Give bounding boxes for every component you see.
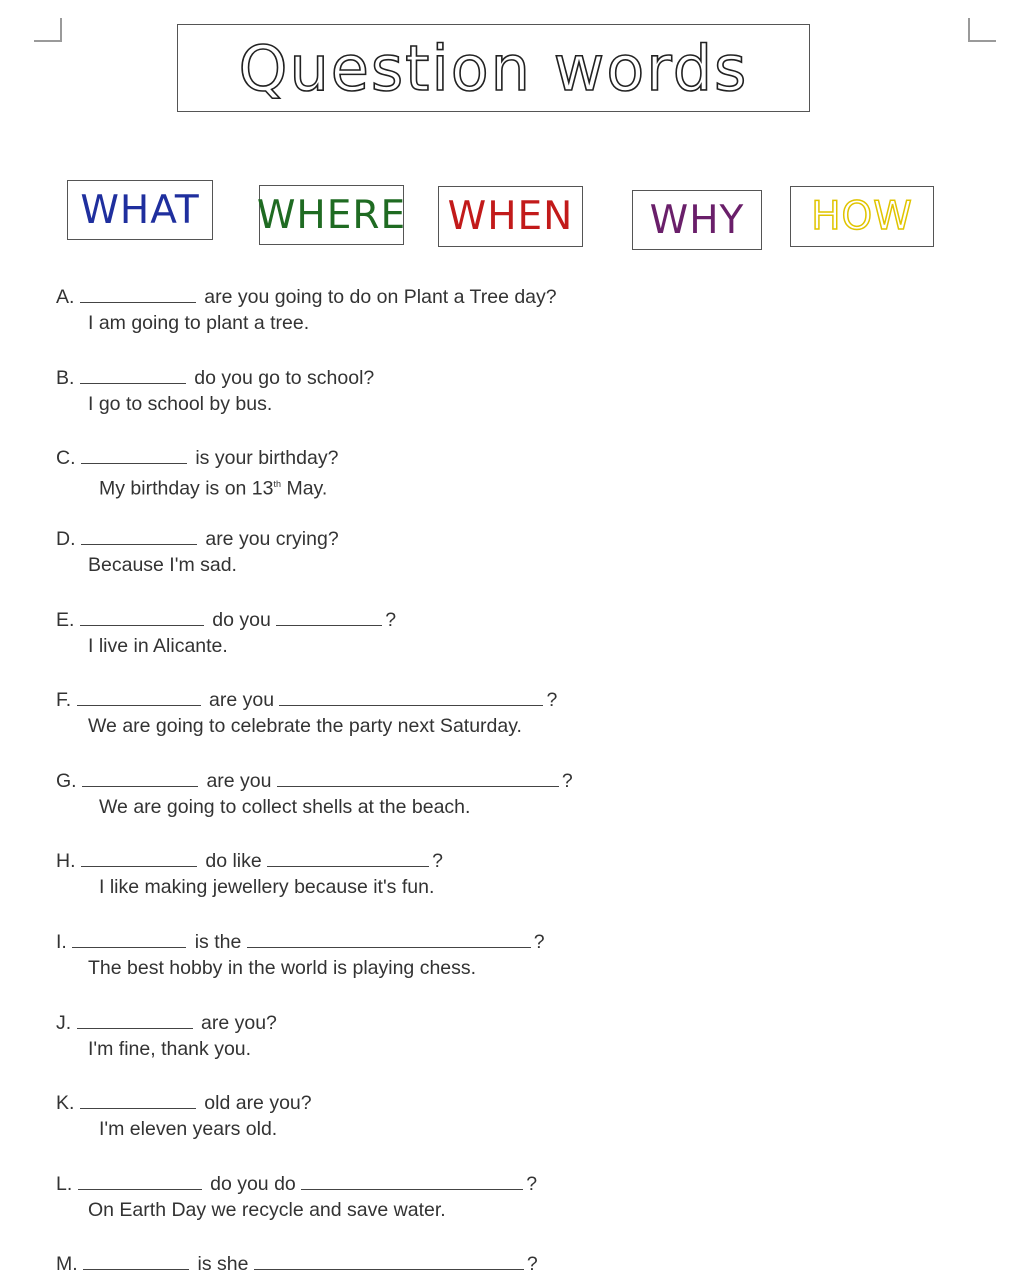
word-label: WHY	[649, 197, 745, 243]
word-label: WHAT	[80, 187, 200, 233]
question-item	[56, 1171, 537, 1223]
question-letter: C.	[56, 447, 76, 469]
answer-text: I live in Alicante.	[88, 635, 228, 657]
page-corner-mark	[968, 18, 996, 42]
question-text: is your birthday?	[195, 447, 339, 469]
answer-blank[interactable]	[81, 848, 197, 867]
answer-blank[interactable]	[254, 1251, 524, 1270]
answer-blank[interactable]	[77, 687, 201, 706]
question-letter: H.	[56, 850, 76, 872]
answer-blank[interactable]	[277, 768, 559, 787]
answer-text: I go to school by bus.	[88, 393, 273, 415]
question-text: do you go to school?	[194, 367, 375, 389]
answer-blank[interactable]	[247, 929, 531, 948]
answer-blank[interactable]	[81, 526, 197, 545]
answer-blank[interactable]	[83, 1251, 189, 1270]
question-letter: D.	[56, 528, 76, 550]
answer-blank[interactable]	[267, 848, 429, 867]
question-end: ?	[546, 689, 558, 711]
word-box-when	[438, 186, 583, 247]
question-item	[56, 929, 545, 981]
question-end: ?	[526, 1253, 538, 1275]
question-letter: M.	[56, 1253, 78, 1275]
question-text: are you	[209, 689, 275, 711]
answer-text: I am going to plant a tree.	[88, 312, 310, 334]
question-item	[56, 848, 443, 900]
answer-blank[interactable]	[81, 445, 187, 464]
question-text: are you	[206, 770, 272, 792]
question-text: do you do	[210, 1173, 296, 1195]
answer-text: I like making jewellery because it's fun.	[99, 876, 435, 898]
question-end: ?	[526, 1173, 538, 1195]
answer-text: The best hobby in the world is playing chess.	[88, 957, 477, 979]
question-text: are you crying?	[205, 528, 339, 550]
answer-text	[56, 471, 338, 502]
question-letter: G.	[56, 770, 77, 792]
answer-blank[interactable]	[77, 1010, 193, 1029]
answer-text: We are going to celebrate the party next Saturday.	[88, 715, 522, 737]
answer-tail: May.	[281, 477, 328, 500]
question-end: ?	[561, 770, 573, 792]
question-item	[56, 1010, 277, 1062]
question-letter: B.	[56, 367, 75, 389]
question-item	[56, 607, 396, 659]
answer-blank[interactable]	[80, 1090, 196, 1109]
answer-blank[interactable]	[279, 687, 543, 706]
word-box-why	[632, 190, 762, 250]
question-text: are you going to do on Plant a Tree day?	[204, 286, 557, 308]
question-text: old are you?	[204, 1092, 312, 1114]
question-letter: J.	[56, 1012, 72, 1034]
question-end: ?	[385, 609, 397, 631]
question-text: is the	[194, 931, 242, 953]
answer-text: We are going to collect shells at the beach.	[99, 796, 471, 818]
answer-blank[interactable]	[80, 607, 204, 626]
question-item	[56, 284, 557, 336]
question-end: ?	[432, 850, 443, 872]
answer-text: I'm fine, thank you.	[88, 1038, 252, 1060]
question-end: ?	[533, 931, 545, 953]
answer-blank[interactable]	[301, 1171, 523, 1190]
ordinal-suffix: th	[273, 479, 282, 489]
page-title: Question words	[238, 31, 749, 105]
question-item	[56, 768, 573, 820]
answer-blank[interactable]	[80, 365, 186, 384]
question-item	[56, 445, 338, 502]
question-text: is she	[197, 1253, 249, 1275]
question-letter: F.	[56, 689, 72, 711]
question-item	[56, 1090, 312, 1142]
title-box	[177, 24, 810, 112]
word-box-what	[67, 180, 213, 240]
question-text: do like	[205, 850, 262, 872]
answer-blank[interactable]	[80, 284, 196, 303]
word-label: HOW	[811, 194, 913, 239]
word-label: WHERE	[256, 192, 407, 238]
page-corner-mark	[34, 18, 62, 42]
question-letter: L.	[56, 1173, 73, 1195]
question-letter: A.	[56, 286, 75, 308]
answer-blank[interactable]	[72, 929, 186, 948]
word-box-how	[790, 186, 934, 247]
answer-blank[interactable]	[276, 607, 382, 626]
question-letter: I.	[56, 931, 67, 953]
answer-main: My birthday is on 13	[99, 477, 274, 500]
answer-text: I'm eleven years old.	[99, 1118, 278, 1140]
question-item	[56, 1251, 538, 1277]
question-item	[56, 365, 374, 417]
answer-text: Because I'm sad.	[88, 554, 237, 576]
answer-blank[interactable]	[78, 1171, 202, 1190]
word-label: WHEN	[447, 194, 574, 239]
word-box-where	[256, 185, 407, 245]
question-text: are you?	[201, 1012, 277, 1034]
answer-blank[interactable]	[82, 768, 198, 787]
question-letter: E.	[56, 609, 75, 631]
question-item	[56, 687, 557, 739]
answer-text: On Earth Day we recycle and save water.	[88, 1199, 446, 1221]
question-letter: K.	[56, 1092, 75, 1114]
question-item	[56, 526, 339, 578]
question-text: do you	[212, 609, 271, 631]
